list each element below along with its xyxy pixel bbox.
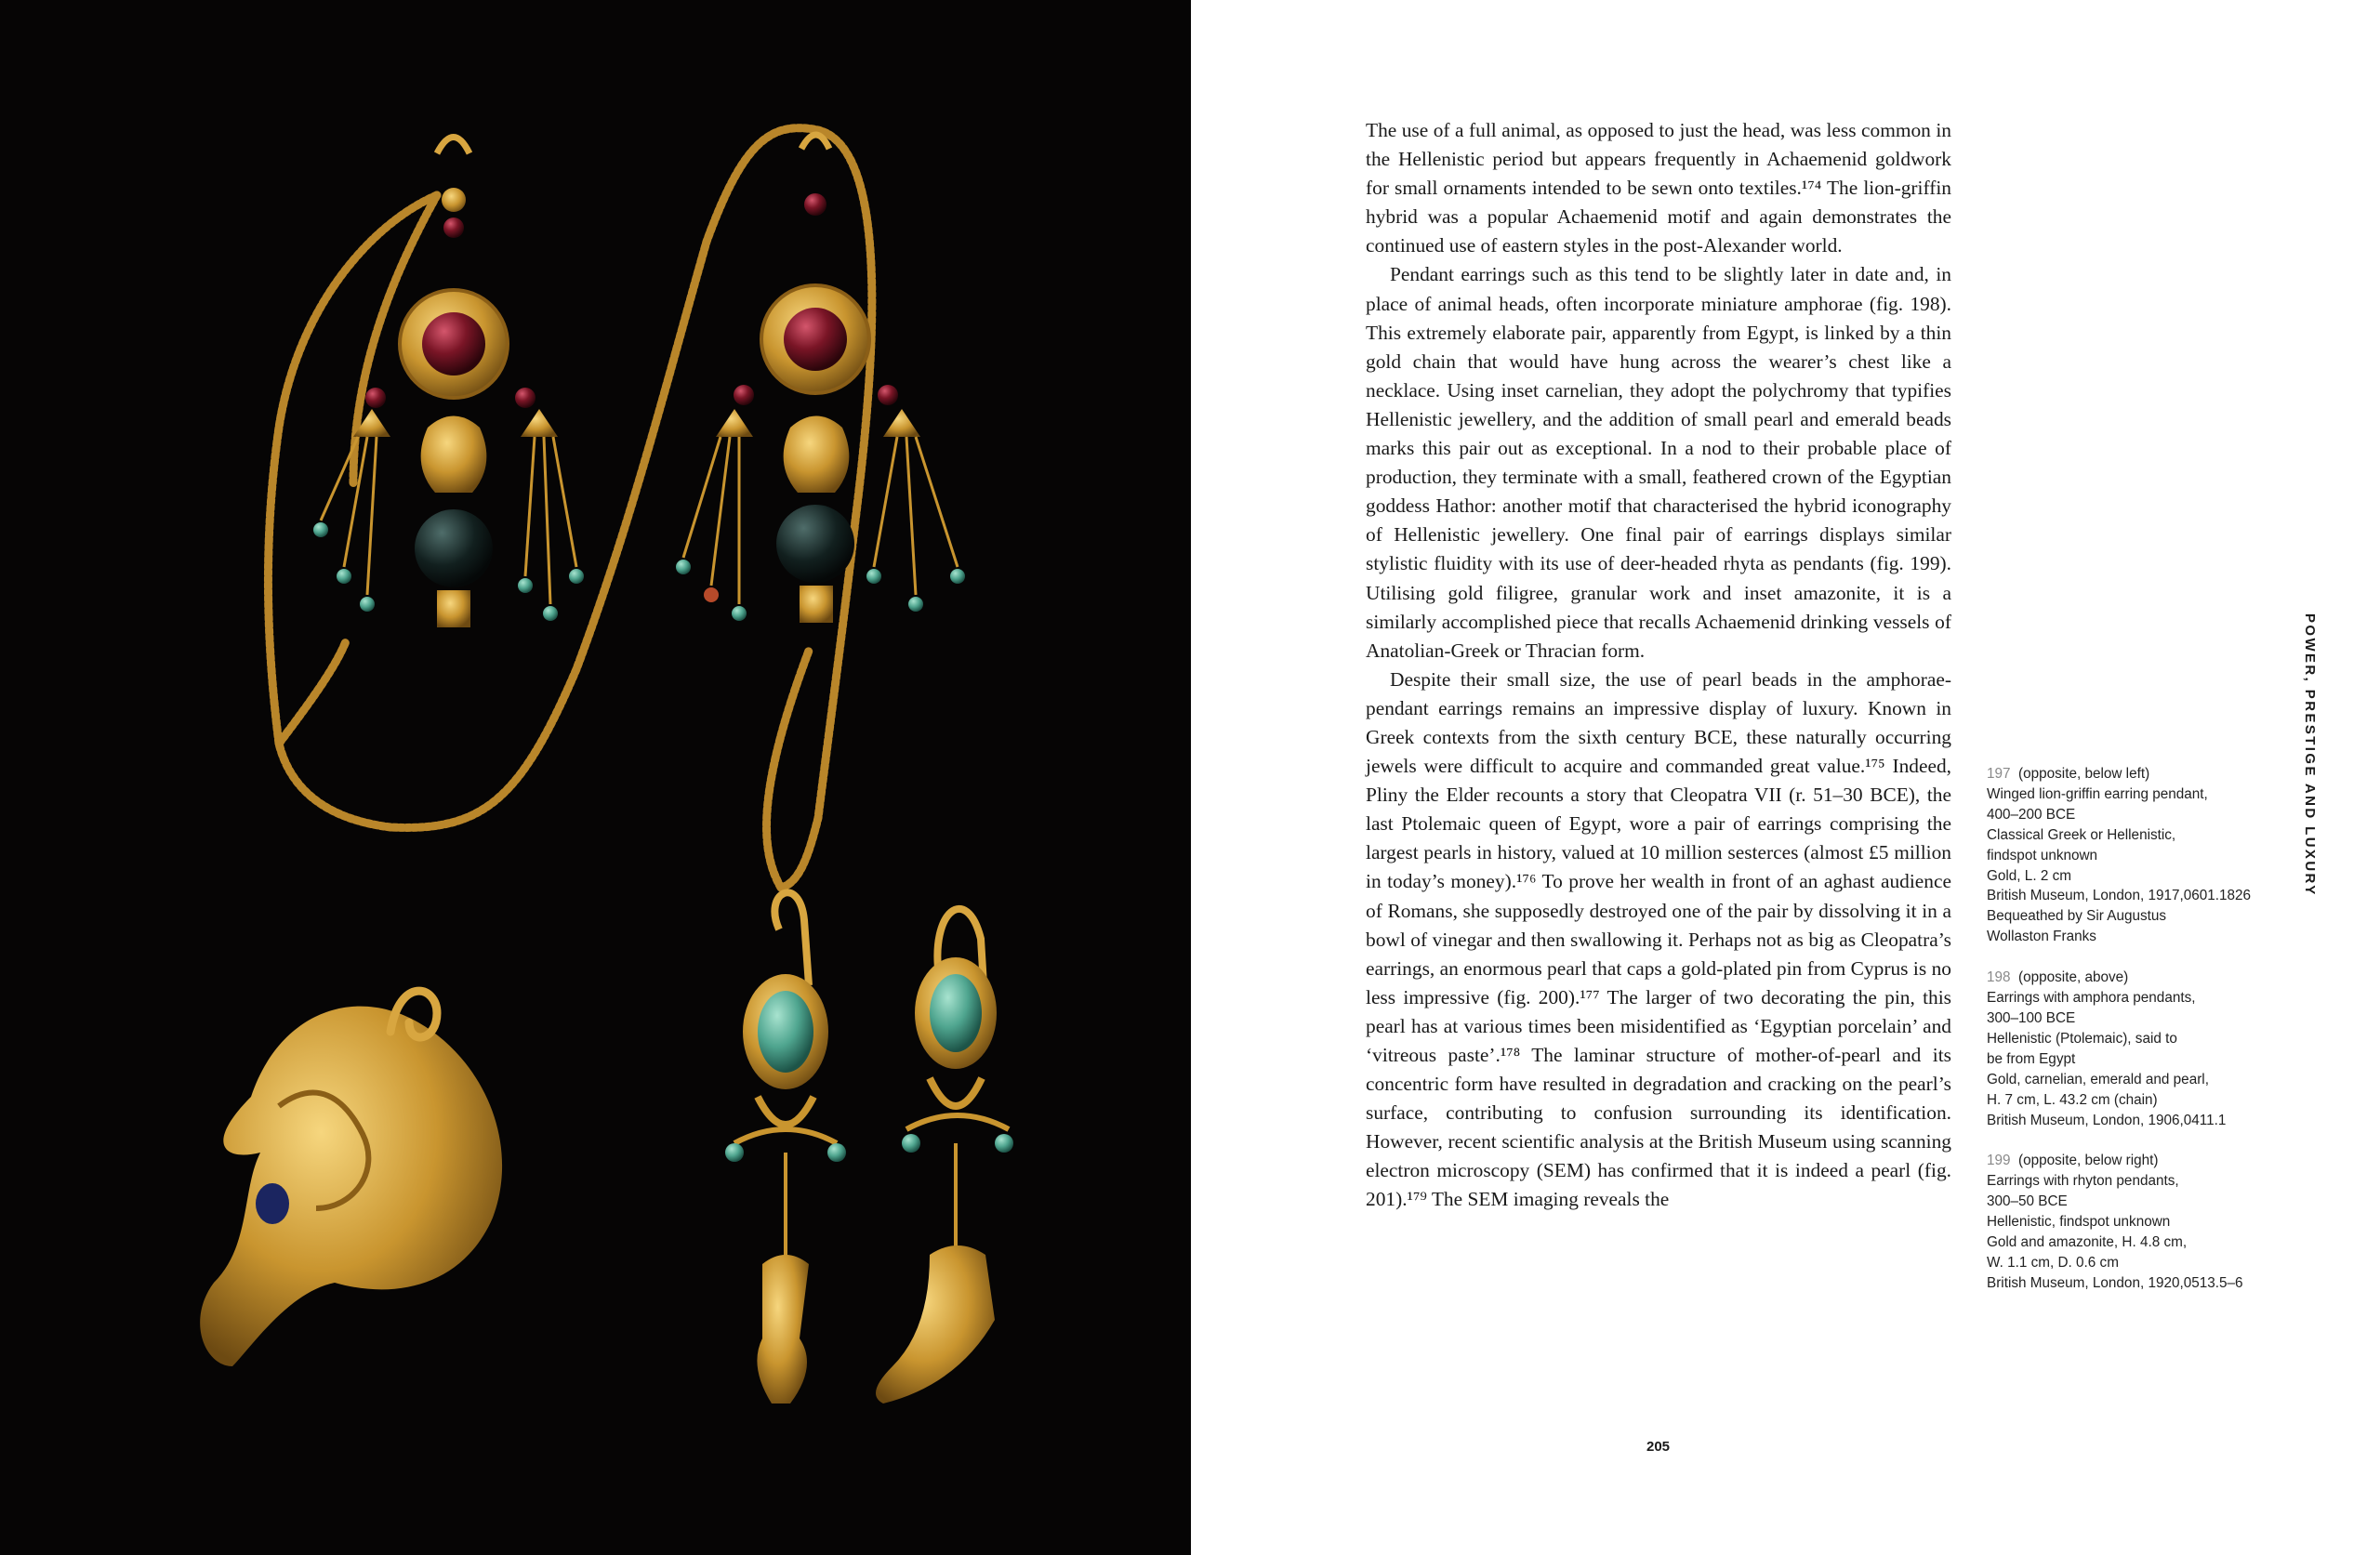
caption-line: Gold, carnelian, emerald and pearl,: [1987, 1071, 2209, 1087]
paragraph: Despite their small size, the use of pearl beads in the amphorae-pendant earrings remains an impressive display of luxury. Known in Greek contexts from the sixth century BCE, these naturally occurring jewels were difficult to acquire and commanded great value.¹⁷⁵ Indeed, Pliny the Elder recounts a story that Cleopatra VII (r. 51–30 BCE), the last Ptolemaic queen of Egypt, wore a pair of earrings comprising the largest pearls in history, valued at 10 million sesterces (almost £5 million in today’s money).¹⁷⁶ To prove her wealth in front of an aghast audience of Romans, she supposedly destroyed one of the pair by dissolving it in a bowl of vinegar and then swallowing it. Perhaps not as big as Cleopatra’s earrings, an enormous pearl that caps a gold-plated pin from Cyprus is no less impressive (fig. 200).¹⁷⁷ The larger of two decorating the pin, this pearl has at various times been misidentified as ‘Egyptian porcelain’ and ‘vitreous paste’.¹⁷⁸ The laminar structure of mother-of-pearl and its concentric form have resulted in degradation and cracking on the pearl’s surface, contributing to confusion surrounding its identification. However, recent scientific analysis at the British Museum using scanning electron microscopy (SEM) has confirmed that it is indeed a pearl (fig. 201).¹⁷⁹ The SEM imaging reveals the: [1366, 667, 1951, 1211]
gold-chain: [268, 128, 871, 888]
lion-griffin-pendant: [200, 991, 502, 1366]
caption-line: Earrings with rhyton pendants,: [1987, 1173, 2179, 1190]
caption-198: [1987, 968, 2256, 1130]
caption-line: Gold and amazonite, H. 4.8 cm,: [1987, 1234, 2188, 1251]
caption-line: be from Egypt: [1987, 1050, 2076, 1067]
body-text: [1366, 116, 1951, 1215]
rhyton-earring-right: [876, 909, 1013, 1403]
rhyton-earring-left: [725, 892, 846, 1403]
amphora-earring-left: [313, 138, 584, 628]
caption-number: 197: [1987, 766, 2011, 782]
running-head: POWER, PRESTIGE AND LUXURY: [2302, 613, 2318, 897]
caption-line: British Museum, London, 1917,0601.1826: [1987, 888, 2252, 904]
caption-197: [1987, 764, 2256, 947]
caption-position: (opposite, below right): [2018, 1153, 2159, 1169]
caption-number: 198: [1987, 969, 2011, 986]
page-number: 205: [1646, 1439, 1671, 1455]
caption-line: findspot unknown: [1987, 847, 2098, 863]
caption-line: Gold, L. 2 cm: [1987, 867, 2071, 884]
caption-line: 300–100 BCE: [1987, 1009, 2076, 1026]
caption-line: Hellenistic (Ptolemaic), said to: [1987, 1030, 2177, 1047]
caption-199: [1987, 1151, 2256, 1293]
text-page: [1191, 0, 2380, 1555]
caption-line: Winged lion-griffin earring pendant,: [1987, 785, 2208, 802]
caption-line: British Museum, London, 1920,0513.5–6: [1987, 1274, 2243, 1291]
caption-line: H. 7 cm, L. 43.2 cm (chain): [1987, 1091, 2158, 1108]
caption-line: Classical Greek or Hellenistic,: [1987, 826, 2176, 843]
caption-number: 199: [1987, 1153, 2011, 1169]
caption-line: Earrings with amphora pendants,: [1987, 990, 2196, 1007]
caption-position: (opposite, below left): [2018, 766, 2150, 782]
caption-line: Hellenistic, findspot unknown: [1987, 1214, 2171, 1231]
paragraph: The use of a full animal, as opposed to just the head, was less common in the Hellenistic period but appears frequently in Achaemenid goldwork for small ornaments intended to be sewn onto textiles.¹⁷⁴ The lion-griffin hybrid was a popular Achaemenid motif and again demonstrates the continued use of eastern styles in the post-Alexander world.: [1366, 119, 1951, 257]
paragraph: Pendant earrings such as this tend to be slightly later in date and, in place of animal heads, often incorporate miniature amphorae (fig. 198). This extremely elaborate pair, apparently from Egypt, is linked by a thin gold chain that would have hung across the wearer’s chest like a necklace. Using inset carnelian, they adopt the polychromy that typifies Hellenistic jewellery, and the addition of small pearl and emerald beads marks this pair out as exceptional. In a nod to their probable place of production, they terminate with a small, feathered crown of the Egyptian goddess Hathor: another motif that characterised the hybrid iconography of Hellenistic jewellery. One final pair of earrings displays similar stylistic fluidity with its use of deer-headed rhyta as pendants (fig. 199). Utilising gold filigree, granular work and inset amazonite, it is a similarly accomplished piece that recalls Achaemenid drinking vessels of Anatolian-Greek or Thracian form.: [1366, 263, 1951, 662]
caption-line: Bequeathed by Sir Augustus: [1987, 908, 2167, 925]
caption-position: (opposite, above): [2018, 969, 2129, 986]
figure-captions: [1987, 764, 2256, 1314]
caption-line: 400–200 BCE: [1987, 806, 2076, 823]
caption-line: Wollaston Franks: [1987, 929, 2096, 945]
caption-line: British Museum, London, 1906,0411.1: [1987, 1112, 2227, 1128]
caption-line: 300–50 BCE: [1987, 1193, 2068, 1210]
caption-line: W. 1.1 cm, D. 0.6 cm: [1987, 1254, 2119, 1271]
